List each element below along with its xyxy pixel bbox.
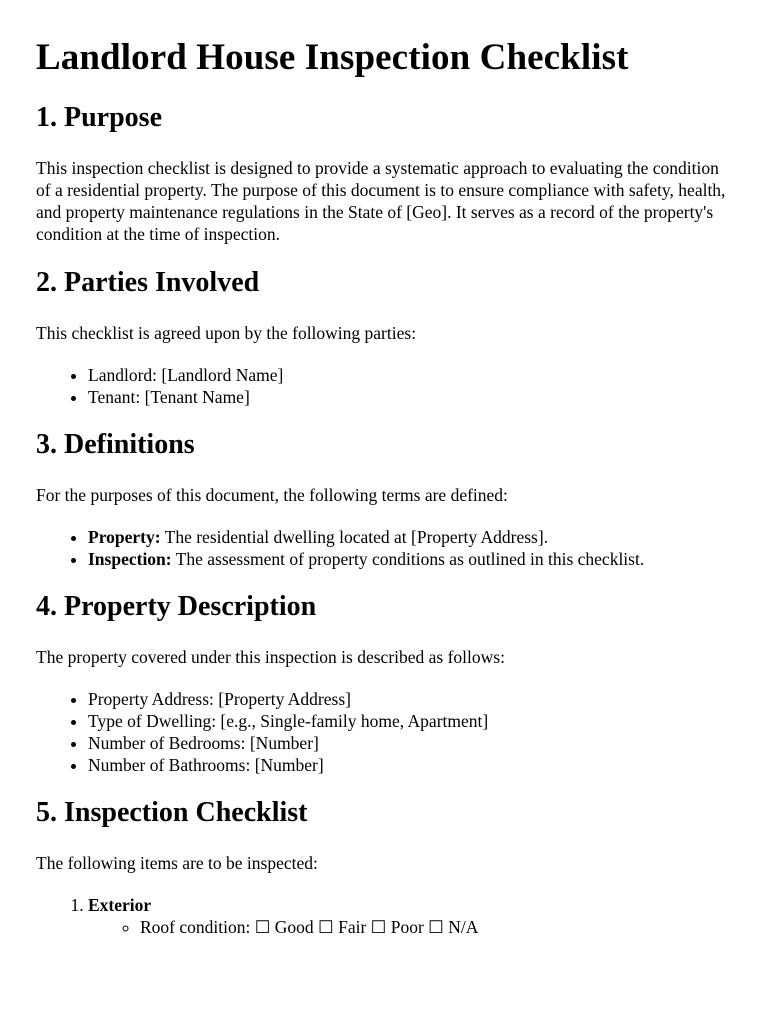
definition-text: The assessment of property conditions as outlined in this checklist. (171, 549, 645, 569)
property-list (36, 688, 736, 776)
definitions-intro: For the purposes of this document, the following terms are defined: (36, 485, 508, 505)
parties-intro: This checklist is agreed upon by the following parties: (36, 323, 417, 343)
checklist-group-title: Exterior (88, 895, 152, 915)
list-item: • Number of Bedrooms: [Number] (88, 732, 736, 754)
checklist-item: ◦ Roof condition: ☐ Good ☐ Fair ☐ Poor ☐ N/A (140, 916, 736, 938)
property-intro: The property covered under this inspection is described as follows: (36, 647, 505, 667)
definition-text: The residential dwelling located at [Property Address]. (160, 527, 549, 547)
list-item: • Tenant: [Tenant Name] (88, 386, 736, 408)
section-heading-parties: 2. Parties Involved (36, 267, 260, 298)
list-item: • Type of Dwelling: [e.g., Single-family home, Apartment] (88, 710, 736, 732)
checklist-intro: The following items are to be inspected: (36, 853, 318, 873)
checklist-items (88, 916, 736, 938)
section-heading-definitions: 3. Definitions (36, 429, 195, 460)
checklist-group (88, 894, 736, 938)
section-heading-property-description: 4. Property Description (36, 591, 317, 622)
section-heading-inspection-checklist: 5. Inspection Checklist (36, 797, 308, 828)
list-item (88, 526, 736, 548)
section-heading-purpose: 1. Purpose (36, 102, 162, 133)
definitions-list (36, 526, 736, 570)
checklist-groups (36, 894, 736, 938)
list-item: • Number of Bathrooms: [Number] (88, 754, 736, 776)
parties-list (36, 364, 736, 408)
document-title: Landlord House Inspection Checklist (36, 37, 629, 78)
definition-term: Property: (88, 527, 161, 547)
purpose-paragraph: This inspection checklist is designed to provide a systematic approach to evaluating the condition of a residential property. The purpose of this document is to ensure compliance with safety, health, and property maintenance regulations in the State of [Geo]. It serves as a record of the property's condition at the time of inspection. (36, 158, 726, 244)
document-page (36, 0, 736, 938)
list-item: • Property Address: [Property Address] (88, 688, 736, 710)
list-item: • Landlord: [Landlord Name] (88, 364, 736, 386)
definition-term: Inspection: (88, 549, 172, 569)
list-item (88, 548, 736, 570)
